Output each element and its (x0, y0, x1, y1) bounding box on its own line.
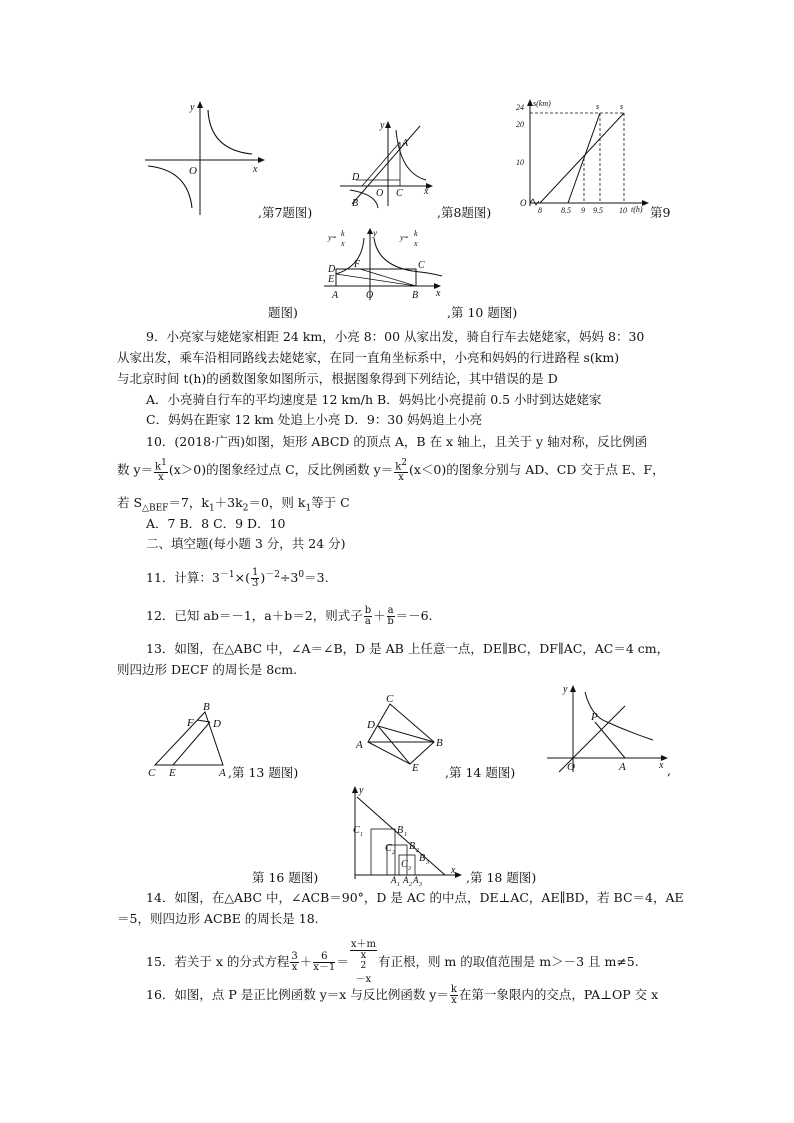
fig18-x-label: x (451, 865, 456, 876)
fig9-origin: O (520, 198, 527, 208)
q9-line-3: 与北京时间 t(h)的函数图象如图所示，根据图象得到下列结论，其中错误的是 D (117, 371, 558, 386)
fig9-s-axis-label: s(km) (533, 99, 551, 108)
fig10-y-label: y (373, 228, 377, 238)
fig10-a-label: A (332, 290, 339, 301)
figure-8-line-hyperbola (338, 118, 438, 210)
q15-fraction-3: x＋m x $^2$ －x (350, 939, 376, 986)
q9-options-ab: A．小亮骑自行车的平均速度是 12 km/h B．妈妈比小亮提前 0.5 小时到达姥姥家 (146, 392, 602, 407)
fig10-e-label: E (328, 274, 335, 285)
fig10-caption: ,第 10 题图) (447, 305, 518, 320)
q10-line-1: 10．(2018·广西)如图，矩形 ABCD 的顶点 A，B 在 x 轴上，且关于 y 轴对称，反比例函 (146, 434, 648, 449)
fig16-caption-b: , (667, 763, 671, 778)
q12-line: 12．已知 ab＝－1，a＋b＝2，则式子 $\frac{b}{a}$ ＋ $\frac{a}{b}$ ＝－6. (146, 605, 433, 627)
fig10-right-x: x (414, 239, 418, 248)
q15-line: 15．若关于 x 的分式方程 $\frac{3}{x}$ ＋ $\frac{6}{x-1}$ ＝ x＋m x $^2$ －x 有正根，则 m 的取值范围是 m＞－3 且 m≠5. (146, 939, 639, 986)
fig18-a3-sub: 3 (419, 882, 422, 888)
fig9-tick-24: 24 (516, 103, 524, 112)
fig18-a2-sub: 2 (409, 882, 412, 888)
fig8-o-label: O (376, 188, 384, 199)
fig13-b-label: B (203, 701, 210, 713)
fig10-c-label: C (418, 260, 425, 271)
q13-line-1: 13．如图，在△ABC 中，∠A＝∠B，D 是 AB 上任意一点，DE∥BC，DF∥AC，AC＝4 cm， (146, 641, 670, 656)
q10-options: A．7 B．8 C．9 D．10 (146, 516, 286, 531)
q15-fraction-2: $\frac{6}{x-1}$ (313, 951, 336, 974)
q12-fraction-b-a: $\frac{b}{a}$ (364, 605, 372, 627)
fig9-s1-label: s (596, 102, 600, 111)
fig16-a-label: A (619, 761, 626, 773)
fig18-c3-label: C (401, 859, 408, 870)
q10-fraction-k2: $\frac{k^2}{x}$ (395, 458, 407, 484)
q10-text-a: 数 y＝ (117, 462, 154, 478)
q14-line-2: ＝5，则四边形 ACBE 的周长是 18. (117, 911, 319, 926)
q16-line: 16．如图，点 P 是正比例函数 y＝x 与反比例函数 y＝ $\frac{k}{x}$ 在第一象限内的交点，PA⊥OP 交 x (146, 984, 659, 1006)
fig8-c-label: C (396, 188, 403, 199)
fig18-b1-label: B (397, 825, 404, 836)
fig18-b2-label: B (409, 841, 416, 852)
fig10-b-label: B (412, 290, 419, 301)
q10-text-b: (x＞0)的图象经过点 C，反比例函数 y＝ (168, 462, 394, 478)
fig9-caption-a: 第9 (650, 205, 671, 220)
fig10-d-label: D (328, 264, 336, 275)
fig10-right-eq: y= (400, 233, 409, 242)
fig10-right-k: k (414, 229, 418, 238)
fig8-b-label: B (352, 198, 359, 209)
fig9-tick-9.5: 9.5 (593, 206, 603, 215)
q14-line-1: 14．如图，在△ABC 中，∠ACB＝90°，D 是 AC 的中点，DE⊥AC，AE∥BD，若 BC＝4，AE (146, 890, 684, 905)
fig7-caption: ,第7题图) (258, 205, 313, 220)
fig18-b2-sub: 2 (416, 848, 419, 854)
fig13-caption: ,第 13 题图) (228, 765, 299, 780)
fig18-a1-sub: 1 (397, 882, 400, 888)
figure-7-hyperbola (140, 100, 270, 220)
fig9-s2-label: s (620, 102, 624, 111)
fig13-f-label: F (187, 717, 194, 729)
fig18-b1-sub: 1 (404, 832, 407, 838)
fig14-caption: ,第 14 题图) (445, 765, 516, 780)
q9-line-1: 9．小亮家与姥姥家相距 24 km，小亮 8：00 从家出发，骑自行车去姥姥家，妈妈 8：30 (146, 329, 645, 344)
fig14-e-label: E (412, 762, 419, 774)
fig16-caption-a: 第 16 题图) (252, 870, 319, 885)
fig18-y-label: y (359, 785, 364, 796)
fig18-c2-sub: 2 (392, 850, 395, 856)
q9-options-cd: C．妈妈在距家 12 km 处追上小亮 D．9：30 妈妈追上小亮 (146, 412, 483, 427)
fig18-a2-label: A (403, 875, 409, 885)
fig13-d-label: D (213, 718, 221, 730)
fig10-f-label: F (354, 259, 361, 270)
fig14-a-label: A (356, 739, 363, 751)
fig10-o-label: O (366, 290, 374, 301)
fig14-d-label: D (367, 719, 375, 731)
fig9-tick-10: 10 (516, 158, 524, 167)
fig18-a3-label: A (413, 875, 419, 885)
fig14-b-label: B (436, 737, 443, 749)
fig10-left-x: x (341, 239, 345, 248)
fig18-caption: ,第 18 题图) (466, 870, 537, 885)
fig7-x-label: x (253, 164, 258, 175)
fig9-caption-b: 题图) (268, 305, 298, 320)
fig16-o-label: O (567, 761, 575, 773)
q12-fraction-a-b: $\frac{a}{b}$ (387, 605, 394, 627)
fig9-t-axis-label: t(h) (631, 205, 643, 214)
q16-fraction: $\frac{k}{x}$ (450, 984, 457, 1006)
fig18-c1-sub: 1 (360, 832, 363, 838)
fig8-caption: ,第8题图) (437, 205, 492, 220)
fig9-tick-20: 20 (516, 120, 524, 129)
q11-line: 11．计算：$3^{-1}\times$( $\frac{1}{3}$ )$^{-2}\div 3^0=3$. (146, 567, 329, 590)
fig9-tick-9: 9 (581, 206, 585, 215)
fig10-x-label: x (436, 288, 441, 299)
figure-16-line-hyperbola (545, 682, 675, 774)
figure-18-staircase (343, 783, 473, 888)
q10-line-3: 若 $S_{\triangle BEF}=7$，$k_1+3k_2=0$，则 $k_1$等于 C (117, 495, 350, 514)
fig8-a-label: A (402, 138, 409, 149)
fig18-c2-label: C (385, 843, 392, 854)
q9-line-2: 从家出发，乘车沿相同路线去姥姥家，在同一直角坐标系中，小亮和妈妈的行进路程 s(km) (117, 350, 620, 365)
q11-fraction: $\frac{1}{3}$ (251, 567, 259, 590)
q13-line-2: 则四边形 DECF 的周长是 8cm. (117, 662, 298, 677)
fig8-x-label: x (424, 186, 429, 197)
fig8-y-label: y (380, 120, 385, 131)
figure-10-rectangle-hyperbolas (322, 228, 446, 300)
fig7-origin-label: O (189, 165, 197, 177)
figure-14-quadrilateral (350, 693, 450, 776)
fig18-b3-label: B (419, 853, 426, 864)
fig16-y-label: y (563, 684, 568, 695)
q15-fraction-1: $\frac{3}{x}$ (291, 951, 298, 974)
q10-text-c: (x＜0)的图象分别与 AD、CD 交于点 E、F， (408, 462, 665, 478)
fig13-e-label: E (169, 767, 176, 779)
fig18-b3-sub: 3 (426, 860, 429, 866)
q10-line-2 (117, 458, 665, 483)
fig7-y-label: y (190, 102, 195, 113)
fig9-tick-10x: 10 (619, 206, 627, 215)
fig10-left-k: k (341, 229, 345, 238)
figure-9-distance-time-graph (510, 98, 650, 218)
q10-fraction-k1: $\frac{k^1}{x}$ (155, 458, 167, 484)
fig8-d-label: D (352, 172, 360, 183)
fig18-c1-label: C (353, 825, 360, 836)
fig14-c-label: C (386, 693, 394, 705)
fig9-tick-8: 8 (538, 206, 542, 215)
fig16-x-label: x (659, 760, 664, 771)
fig13-c-label: C (148, 767, 156, 779)
fig16-p-label: P (591, 711, 598, 723)
fig13-a-label: A (219, 767, 226, 779)
fig9-tick-8.5: 8.5 (561, 206, 571, 215)
fig18-c3-sub: 3 (408, 866, 411, 872)
fig18-a1-label: A (391, 875, 397, 885)
fig10-left-eq: y= (328, 233, 337, 242)
section-2-heading: 二、填空题(每小题 3 分，共 24 分) (146, 536, 346, 551)
